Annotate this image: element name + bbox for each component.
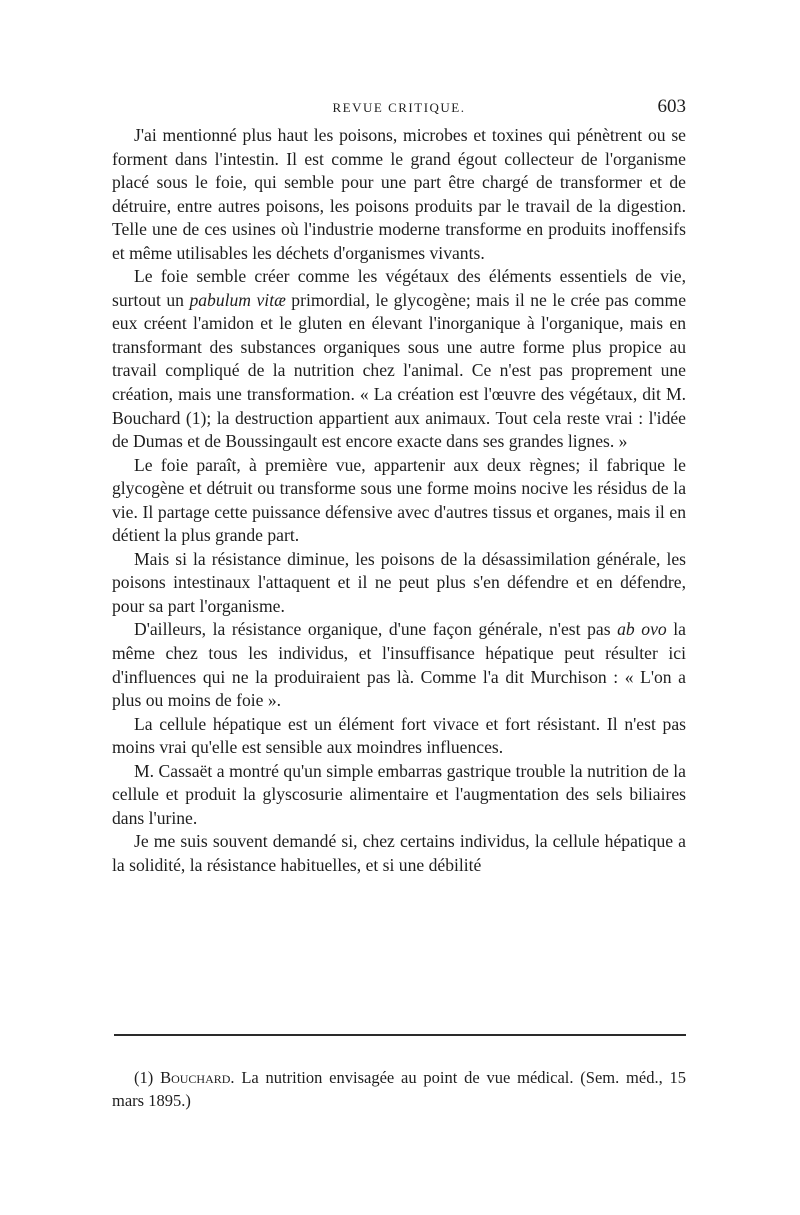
footnote-marker: (1) [134,1068,154,1087]
footnote-text: . La nutrition envisagée au point de vue médical. (Sem. méd., 15 mars 1895.) [112,1068,687,1110]
paragraph-6: La cellule hépatique est un élément fort vivace et fort résistant. Il n'est pas moins vrai qu'elle est sensible aux moindres influences. [112,713,686,758]
footnote [112,1066,686,1112]
paragraph-5 [112,618,686,712]
paragraph-2-part-a: Le foie semble créer comme les végétaux des éléments essentiels de vie, surtout un [112,266,686,310]
paragraph-2-italic: pabulum vitæ [189,289,286,310]
paragraph-3: Le foie paraît, à première vue, appartenir aux deux règnes; il fabrique le glycogène et détruit ou transforme sous une forme moins nocive les résidus de la vie. Il partage cette puissance défensive avec d'autres tissus et organes, mais il en détient la plus grande part. [112,454,686,546]
body-text [112,124,686,878]
paragraph-4: Mais si la résistance diminue, les poisons de la désassimilation générale, les poisons intestinaux l'attaquent et il ne peut plus s'en défendre et en défendre, pour sa part l'organisme. [112,548,686,616]
paragraph-2 [112,265,686,453]
running-head [112,96,686,122]
page-number: 603 [657,96,686,117]
footnote-divider [114,1034,686,1036]
paragraph-5-italic: ab ovo [617,619,667,640]
paragraph-5-part-b: la même chez tous les individus, et l'insuffisance hépatique peut résulter ici d'influences qui ne la produiraient pas là. Comme l'a dit Murchison : « L'on a plus ou moins de foie ». [112,619,686,711]
paragraph-2-part-b: primordial, le glycogène; mais il ne le crée pas comme eux créent l'amidon et le gluten en élevant l'inorganique à l'organique, mais en transformant des substances organiques sous une autre forme plus propice au travail compliqué de la nutrition chez l'animal. Ce n'est pas proprement une création, mais une transformation. « La création est l'œuvre des végétaux, dit M. Bouchard (1); la destruction appartient aux animaux. Tout cela reste vrai : l'idée de Dumas et de Boussingault est encore exacte dans ses grandes lignes. » [112,289,687,452]
paragraph-7: M. Cassaët a montré qu'un simple embarras gastrique trouble la nutrition de la cellule et produit la glyscosurie alimentaire et l'augmentation des sels biliaires dans l'urine. [112,760,686,828]
footnote-author: Bouchard [160,1068,231,1087]
paragraph-1: J'ai mentionné plus haut les poisons, microbes et toxines qui pénètrent ou se forment dans l'intestin. Il est comme le grand égout collecteur de l'organisme placé sous le foie, qui semble pour une part être chargé de transformer et de détruire, entre autres poisons, les poisons produits par le travail de la digestion. Telle une de ces usines où l'industrie moderne transforme en produits inoffensifs et même utilisables les déchets d'organismes vivants. [112,125,686,263]
running-title: REVUE CRITIQUE. [332,100,466,115]
paragraph-5-part-a: D'ailleurs, la résistance organique, d'une façon générale, n'est pas [134,619,618,640]
paragraph-8: Je me suis souvent demandé si, chez certains individus, la cellule hépatique a la solidité, la résistance habituelles, et si une débilité [112,831,686,875]
footnote-entry [112,1066,686,1112]
